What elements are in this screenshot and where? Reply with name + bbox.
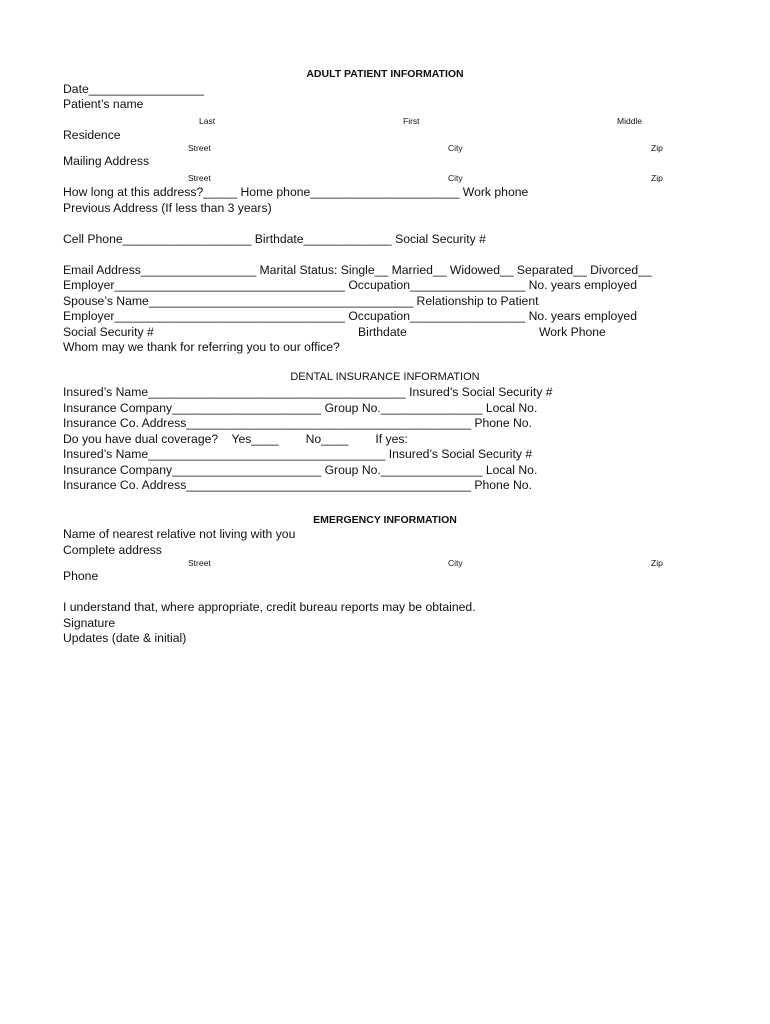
sub-label-city: City [448,173,463,183]
sub-label-street: Street [188,558,211,568]
residence-label: Residence [63,128,121,142]
emergency-heading: EMERGENCY INFORMATION [313,514,457,526]
updates-label: Updates (date & initial) [63,631,187,645]
insurance-address-line[interactable]: Insurance Co. Address__________________________________________ Phone No. [63,416,532,430]
cell-birthdate-ssn-line[interactable]: Cell Phone___________________ Birthdate_____________ Social Security # [63,232,486,246]
employer-line[interactable]: Employer__________________________________ Occupation_________________ No. years employed [63,278,637,292]
sub-label-middle: Middle [617,116,643,126]
spouse-work-phone-label: Work Phone [539,325,606,339]
complete-address-label: Complete address [63,543,162,557]
insured-name-line[interactable]: Insured’s Name______________________________________ Insured’s Social Security # [63,385,553,399]
sub-label-zip: Zip [651,143,663,153]
sub-label-zip: Zip [651,558,663,568]
emergency-phone-label: Phone [63,569,99,583]
sub-label-city: City [448,558,463,568]
date-field[interactable]: Date_________________ [63,82,204,96]
dual-coverage-line[interactable]: Do you have dual coverage? Yes____ No____ If yes: [63,432,408,446]
sub-label-street: Street [188,173,211,183]
insurance-company-line-2[interactable]: Insurance Company______________________ Group No._______________ Local No. [63,463,538,477]
form-title: ADULT PATIENT INFORMATION [306,68,464,80]
spouse-birthdate-label: Birthdate [358,325,407,339]
insurance-company-line[interactable]: Insurance Company______________________ Group No._______________ Local No. [63,401,538,415]
insured-name-line-2[interactable]: Insured’s Name___________________________________ Insured’s Social Security # [63,447,533,461]
spouse-employer-line[interactable]: Employer__________________________________ Occupation_________________ No. years employed [63,309,637,323]
referral-question: Whom may we thank for referring you to our office? [63,340,340,354]
signature-label: Signature [63,616,116,630]
dental-insurance-heading: DENTAL INSURANCE INFORMATION [290,371,480,383]
previous-address-label: Previous Address (If less than 3 years) [63,201,272,215]
credit-bureau-notice: I understand that, where appropriate, credit bureau reports may be obtained. [63,600,476,614]
sub-label-first: First [403,116,420,126]
spouse-name-line[interactable]: Spouse’s Name_______________________________________ Relationship to Patient [63,294,539,308]
nearest-relative-label: Name of nearest relative not living with you [63,527,296,541]
sub-label-street: Street [188,143,211,153]
sub-label-city: City [448,143,463,153]
sub-label-zip: Zip [651,173,663,183]
spouse-ssn-label: Social Security # [63,325,154,339]
mailing-address-label: Mailing Address [63,154,150,168]
sub-label-last: Last [199,116,216,126]
patient-name-label: Patient’s name [63,97,144,111]
email-marital-status-line[interactable]: Email Address_________________ Marital Status: Single__ Married__ Widowed__ Separated__ Divorced__ [63,263,652,277]
insurance-address-line-2[interactable]: Insurance Co. Address__________________________________________ Phone No. [63,478,532,492]
address-duration-phones-line[interactable]: How long at this address?_____ Home phone______________________ Work phone [63,185,529,199]
